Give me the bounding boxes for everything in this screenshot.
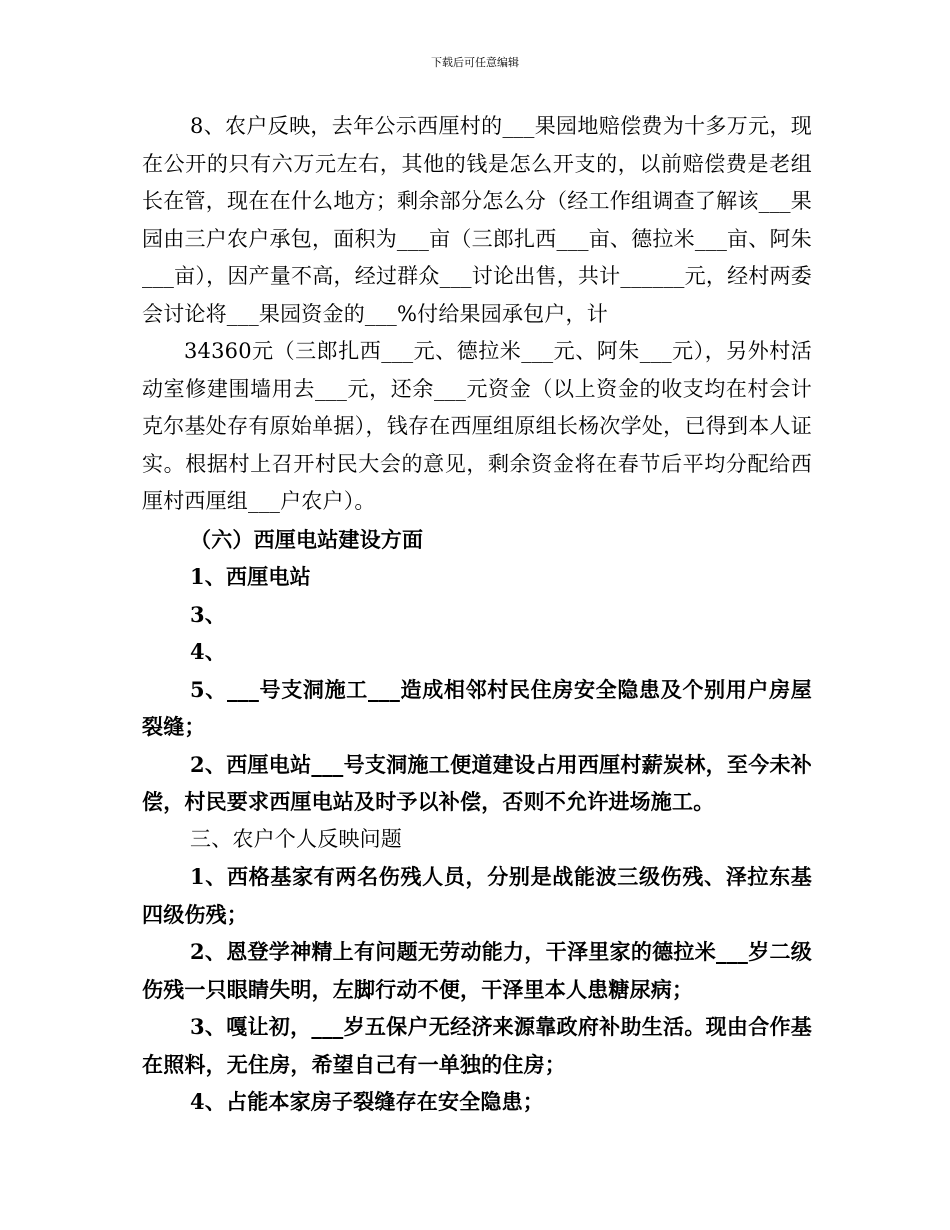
- personal-issue-1: 1、西格基家有两名伤残人员，分别是战能波三级伤残、泽拉东基四级伤残；: [142, 864, 812, 927]
- list-item-4: 4、: [190, 639, 227, 664]
- personal-issue-2: 2、恩登学神精上有问题无劳动能力，干泽里家的德拉米___岁二级伤残一只眼睛失明，左脚行动不便，干泽里本人患糖尿病；: [142, 939, 812, 1002]
- list-item-1: 1、西厘电站: [190, 564, 311, 589]
- list-item-5: 5、___号支洞施工___造成相邻村民住房安全隐患及个别用户房屋裂缝；: [142, 676, 812, 739]
- paragraph-item-8: 8、农户反映，去年公示西厘村的___果园地赔偿费为十多万元，现在公开的只有六万元左右，其他的钱是怎么开支的，以前赔偿费是老组长在管，现在在什么地方；剩余部分怎么分（经工作组调查了解该___果园由三户农户承包，面积为___亩（三郎扎西___亩、德拉米___亩、阿朱___亩），因产量不高，经过群众___讨论出售，共计______元，经村两委会讨论将___果园资金的___%付给果园承包户，计: [142, 114, 812, 326]
- paragraph-item-8-continued: 34360元（三郎扎西___元、德拉米___元、阿朱___元），另外村活动室修建围墙用去___元，还余___元资金（以上资金的收支均在村会计克尔基处存有原始单据），钱存在西厘组原组长杨次学处，已得到本人证实。根据村上召开村民大会的意见，剩余资金将在春节后平均分配给西厘村西厘组___户农户）。: [142, 339, 812, 513]
- document-body: [142, 108, 812, 1121]
- list-item-2: 2、西厘电站___号支洞施工便道建设占用西厘村薪炭林，至今未补偿，村民要求西厘电站及时予以补偿，否则不允许进场施工。: [142, 751, 812, 814]
- page-header: 下载后可任意编辑: [431, 56, 519, 69]
- personal-issue-3: 3、嘎让初，___岁五保户无经济来源靠政府补助生活。现由合作基在照料，无住房，希望自己有一单独的住房；: [142, 1014, 812, 1077]
- section-heading-3: 三、农户个人反映问题: [190, 826, 402, 851]
- personal-issue-4: 4、占能本家房子裂缝存在安全隐患；: [190, 1089, 545, 1114]
- section-heading-6: （六）西厘电站建设方面: [190, 526, 424, 552]
- list-item-3: 3、: [190, 601, 227, 627]
